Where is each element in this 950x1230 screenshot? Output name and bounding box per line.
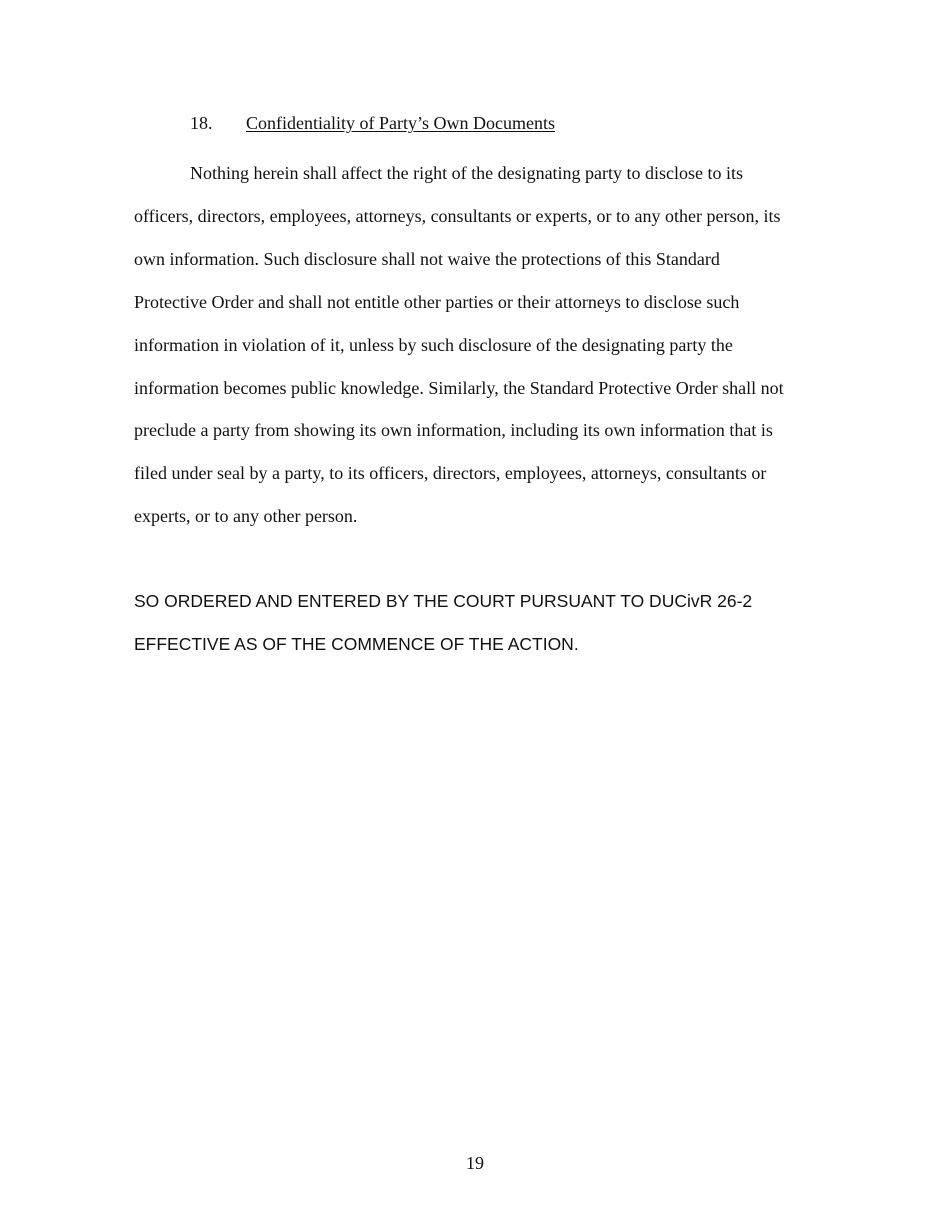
section-body	[134, 152, 824, 538]
page-number: 19	[466, 1153, 484, 1173]
section-number: 18.	[190, 113, 213, 133]
body-line: officers, directors, employees, attorneys, consultants or experts, or to any other person, its	[134, 205, 781, 226]
order-line: EFFECTIVE AS OF THE COMMENCE OF THE ACTION.	[134, 634, 579, 654]
body-line: experts, or to any other person.	[134, 506, 358, 527]
section-heading	[190, 110, 555, 136]
section-title: Confidentiality of Party’s Own Documents	[246, 113, 555, 133]
body-line: filed under seal by a party, to its officers, directors, employees, attorneys, consultants or	[134, 463, 767, 484]
body-line: preclude a party from showing its own information, including its own information that is	[134, 420, 773, 441]
body-line: information becomes public knowledge. Similarly, the Standard Protective Order shall not	[134, 377, 784, 398]
body-line: Protective Order and shall not entitle other parties or their attorneys to disclose such	[134, 291, 740, 312]
court-order-statement	[134, 580, 824, 666]
body-line: information in violation of it, unless by such disclosure of the designating party the	[134, 334, 733, 355]
order-line: SO ORDERED AND ENTERED BY THE COURT PURSUANT TO DUCivR 26-2	[134, 591, 753, 611]
body-line: own information. Such disclosure shall not waive the protections of this Standard	[134, 248, 720, 269]
body-line: Nothing herein shall affect the right of the designating party to disclose to its	[190, 163, 744, 183]
